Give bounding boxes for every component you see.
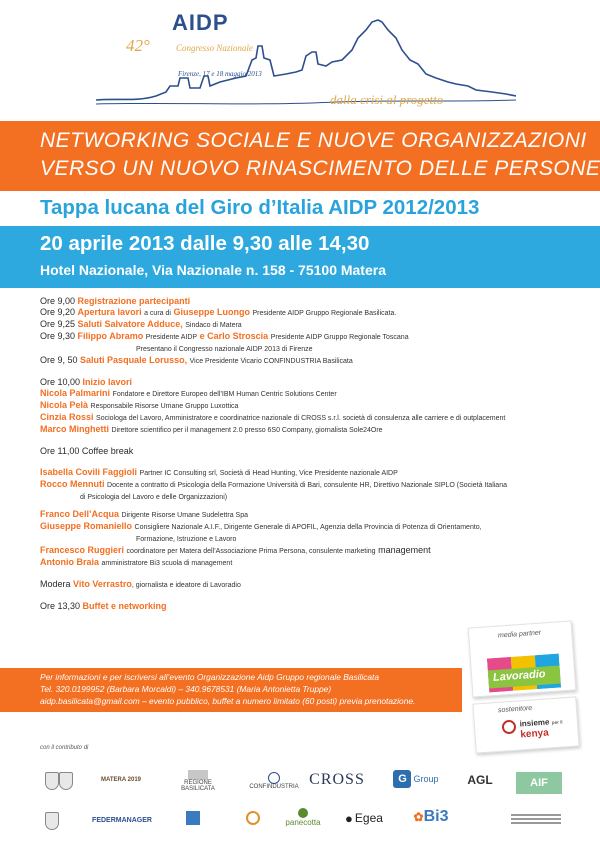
item-title: Registrazione partecipanti bbox=[77, 296, 191, 306]
speaker-name: Antonio Braia bbox=[40, 557, 100, 567]
programme-row bbox=[40, 296, 560, 307]
square-icon bbox=[186, 811, 200, 825]
speaker-role: Presidente AIDP Gruppo Regionale Toscana bbox=[270, 334, 409, 341]
speaker-role: Partner IC Consulting srl, Società di Head Hunting, Vice Presidente nazionale AIDP bbox=[139, 470, 398, 477]
sostenitore-label: sostenitore bbox=[497, 704, 533, 715]
speaker-role: Consigliere Nazionale A.I.F., Dirigente Generale di APOFIL, Agenzia della Provincia di Potenza di Orientamento, bbox=[134, 524, 482, 531]
moderator-label: Modera bbox=[40, 579, 71, 589]
panecotta-logo: panecotta bbox=[278, 804, 328, 830]
programme-row bbox=[40, 355, 560, 367]
item-title: Apertura lavori bbox=[77, 307, 142, 317]
florence-skyline-icon bbox=[96, 16, 516, 116]
speaker-name: Giuseppe Romaniello bbox=[40, 521, 133, 531]
time: Ore 9,30 bbox=[40, 331, 76, 341]
matera-logo: MATERA 2019 bbox=[100, 777, 141, 783]
crest-icon bbox=[59, 772, 73, 790]
speaker-role: Fondatore e Direttore Europeo dell’IBM Human Centric Solutions Center bbox=[112, 391, 337, 398]
speaker-role: Direttore scientifico per il management 2.0 presso 6S0 Company, giornalista Sole24Ore bbox=[111, 427, 383, 434]
speaker-role: coordinatore per Matera dell’Associazione Prima Persona, consulente marketing bbox=[126, 548, 376, 555]
sponsors-label: con il contributo di bbox=[40, 745, 89, 751]
speaker-role: Vice Presidente Vicario CONFINDUSTRIA Basilicata bbox=[189, 358, 353, 365]
info-line-3[interactable]: aidp.basilicata@gmail.com – evento pubblico, buffet a numero limitato (60 posti) previa prenotazione. bbox=[40, 696, 416, 706]
speaker-name: Francesco Ruggieri bbox=[40, 545, 125, 555]
sponsor-logo-c bbox=[508, 808, 564, 830]
note: Presentano il Congresso nazionale AIDP 2013 di Firenze bbox=[136, 346, 313, 353]
brand-logo: AIDP bbox=[172, 10, 229, 35]
sponsor-logo-a bbox=[180, 808, 206, 828]
speaker-row bbox=[40, 557, 560, 569]
speaker-row bbox=[40, 521, 560, 533]
congress-dates: Firenze, 17 e 18 maggio 2013 bbox=[178, 70, 262, 78]
line-icon bbox=[511, 818, 561, 820]
info-line-1: Per informazioni e per iscriversi all’evento Organizzazione Aidp Gruppo regionale Basilicata bbox=[40, 672, 380, 682]
speaker-row bbox=[40, 467, 560, 479]
time: Ore 13,30 bbox=[40, 601, 81, 611]
speaker-name: Marco Minghetti bbox=[40, 424, 109, 434]
event-date: 20 aprile 2013 dalle 9,30 alle 14,30 bbox=[40, 232, 370, 255]
speaker-name: Cinzia Rossi bbox=[40, 412, 94, 422]
speaker-name: Franco Dell’Acqua bbox=[40, 509, 120, 519]
building-icon bbox=[188, 770, 208, 780]
moderator-name: Vito Verrastro bbox=[73, 579, 132, 589]
speaker-row bbox=[40, 545, 560, 557]
line-icon bbox=[511, 822, 561, 824]
speaker-row bbox=[40, 412, 560, 424]
time: Ore 9,20 bbox=[40, 307, 76, 317]
agl-logo: AGL bbox=[467, 773, 493, 787]
title-line-1: NETWORKING SOCIALE E NUOVE ORGANIZZAZIONI bbox=[40, 129, 587, 152]
kenya-text: kenya bbox=[520, 727, 550, 741]
federmanager-logo: FEDERMANAGER bbox=[92, 816, 152, 824]
speaker-row bbox=[40, 509, 560, 521]
bi3-logo: ✿ Bi3 bbox=[413, 808, 449, 825]
info-text bbox=[40, 671, 415, 707]
time: Ore 9, 50 bbox=[40, 355, 78, 365]
speaker-role: Docente a contratto di Psicologia della Formazione Università di Bari, consulente HR, Direttivo Nazionale SIPLO (Società Italiana bbox=[107, 482, 507, 489]
basilicata-logo: REGIONE BASILICATA bbox=[170, 770, 226, 792]
speaker-row bbox=[40, 388, 560, 400]
time: Ore 9,25 bbox=[40, 319, 76, 329]
per-il-text: per il bbox=[551, 719, 563, 727]
conjunction: e bbox=[199, 331, 205, 341]
emblem-icon bbox=[268, 772, 280, 784]
speaker-name: Isabella Covili Faggioli bbox=[40, 467, 138, 477]
speaker-name: Nicola Palmarini bbox=[40, 388, 111, 398]
aif-logo: AIF bbox=[516, 772, 562, 794]
speaker-role: Sociologa del Lavoro, Amministratore e coordinatrice nazionale di CROSS s.r.l. società di consulenza alle carriere e di outplacement bbox=[96, 415, 506, 422]
speaker-role-emph: management bbox=[378, 545, 431, 555]
crest-logo-3 bbox=[40, 808, 64, 834]
speaker-row-cont bbox=[40, 491, 560, 503]
moderator-role: , giornalista e ideatore di Lavoradio bbox=[131, 582, 241, 589]
speaker-row bbox=[40, 479, 560, 491]
sponsor-logo-b bbox=[240, 808, 266, 828]
media-partner-label: media partner bbox=[497, 629, 542, 640]
item-title: Saluti Salvatore Adduce, bbox=[77, 319, 183, 329]
subtitle: Tappa lucana del Giro d’Italia AIDP 2012/2013 bbox=[40, 196, 480, 219]
dots-icon: ✿ bbox=[413, 810, 424, 824]
item-title: Inizio lavori bbox=[82, 377, 133, 387]
leaf-icon bbox=[298, 808, 308, 818]
egea-logo: ● Egea bbox=[345, 810, 383, 826]
crest-logo-2 bbox=[54, 768, 78, 794]
confindustria-logo: CONFINDUSTRIA bbox=[244, 770, 304, 792]
header bbox=[0, 0, 600, 118]
speaker-role: Presidente AIDP bbox=[145, 334, 198, 341]
event-venue: Hotel Nazionale, Via Nazionale n. 158 - 75100 Matera bbox=[40, 262, 386, 278]
programme-row bbox=[40, 331, 560, 343]
cross-logo: CROSS bbox=[309, 771, 365, 788]
line-icon bbox=[511, 814, 561, 816]
speaker-role: Formazione, Istruzione e Lavoro bbox=[136, 536, 237, 543]
speaker-role: amministratore Bi3 scuola di management bbox=[101, 560, 233, 567]
insieme-kenya-logo bbox=[519, 717, 563, 740]
speaker-role: Responsabile Risorse Umane Gruppo Luxottica bbox=[90, 403, 239, 410]
slogan: dalla crisi al progetto bbox=[330, 92, 444, 107]
congress-label: Congresso Nazionale bbox=[176, 43, 253, 53]
programme-row bbox=[40, 319, 560, 331]
group-logo: G Group bbox=[388, 768, 444, 790]
crest-icon bbox=[45, 812, 59, 830]
speaker-role: Presidente AIDP Gruppo Regionale Basilicata. bbox=[252, 310, 397, 317]
speaker-row bbox=[40, 424, 560, 436]
programme bbox=[40, 296, 560, 612]
insieme-text: insieme bbox=[519, 717, 550, 729]
programme-row bbox=[40, 307, 560, 319]
circle-icon bbox=[246, 811, 260, 825]
item-title: Saluti Pasquale Lorusso, bbox=[80, 355, 188, 365]
info-line-2: Tel. 320.0199952 (Barbara Morcaldi) – 340.9678531 (Maria Antonietta Truppe) bbox=[40, 684, 332, 694]
speaker-role: Dirigente Risorse Umane Sudelettra Spa bbox=[121, 512, 248, 519]
time: Ore 10,00 bbox=[40, 377, 81, 387]
programme-row bbox=[40, 377, 560, 388]
programme-row bbox=[40, 446, 560, 457]
time: Ore 9,00 bbox=[40, 296, 76, 306]
speaker-name: Carlo Stroscia bbox=[207, 331, 269, 341]
moderator-row bbox=[40, 579, 560, 591]
speaker-name: Nicola Pelà bbox=[40, 400, 89, 410]
g-icon: G bbox=[393, 770, 411, 788]
egea-icon: ● bbox=[345, 810, 353, 826]
programme-row bbox=[40, 343, 560, 355]
programme-row bbox=[40, 601, 560, 612]
coffee-break: Ore 11,00 Coffee break bbox=[40, 446, 134, 456]
speaker-name: Filippo Abramo bbox=[77, 331, 144, 341]
speaker-row-cont bbox=[40, 533, 560, 545]
speaker-role: Sindaco di Matera bbox=[185, 322, 242, 329]
speaker-role: di Psicologia del Lavoro e delle Organizzazioni) bbox=[80, 494, 228, 501]
note: a cura di bbox=[144, 310, 171, 317]
title-line-2: VERSO UN NUOVO RINASCIMENTO DELLE PERSONE bbox=[40, 157, 600, 180]
lavoradio-text: Lavoradio bbox=[492, 668, 546, 684]
congress-number: 42° bbox=[126, 36, 150, 55]
speaker-name: Giuseppe Luongo bbox=[173, 307, 250, 317]
item-title: Buffet e networking bbox=[82, 601, 167, 611]
speaker-row bbox=[40, 400, 560, 412]
speaker-name: Rocco Mennuti bbox=[40, 479, 105, 489]
